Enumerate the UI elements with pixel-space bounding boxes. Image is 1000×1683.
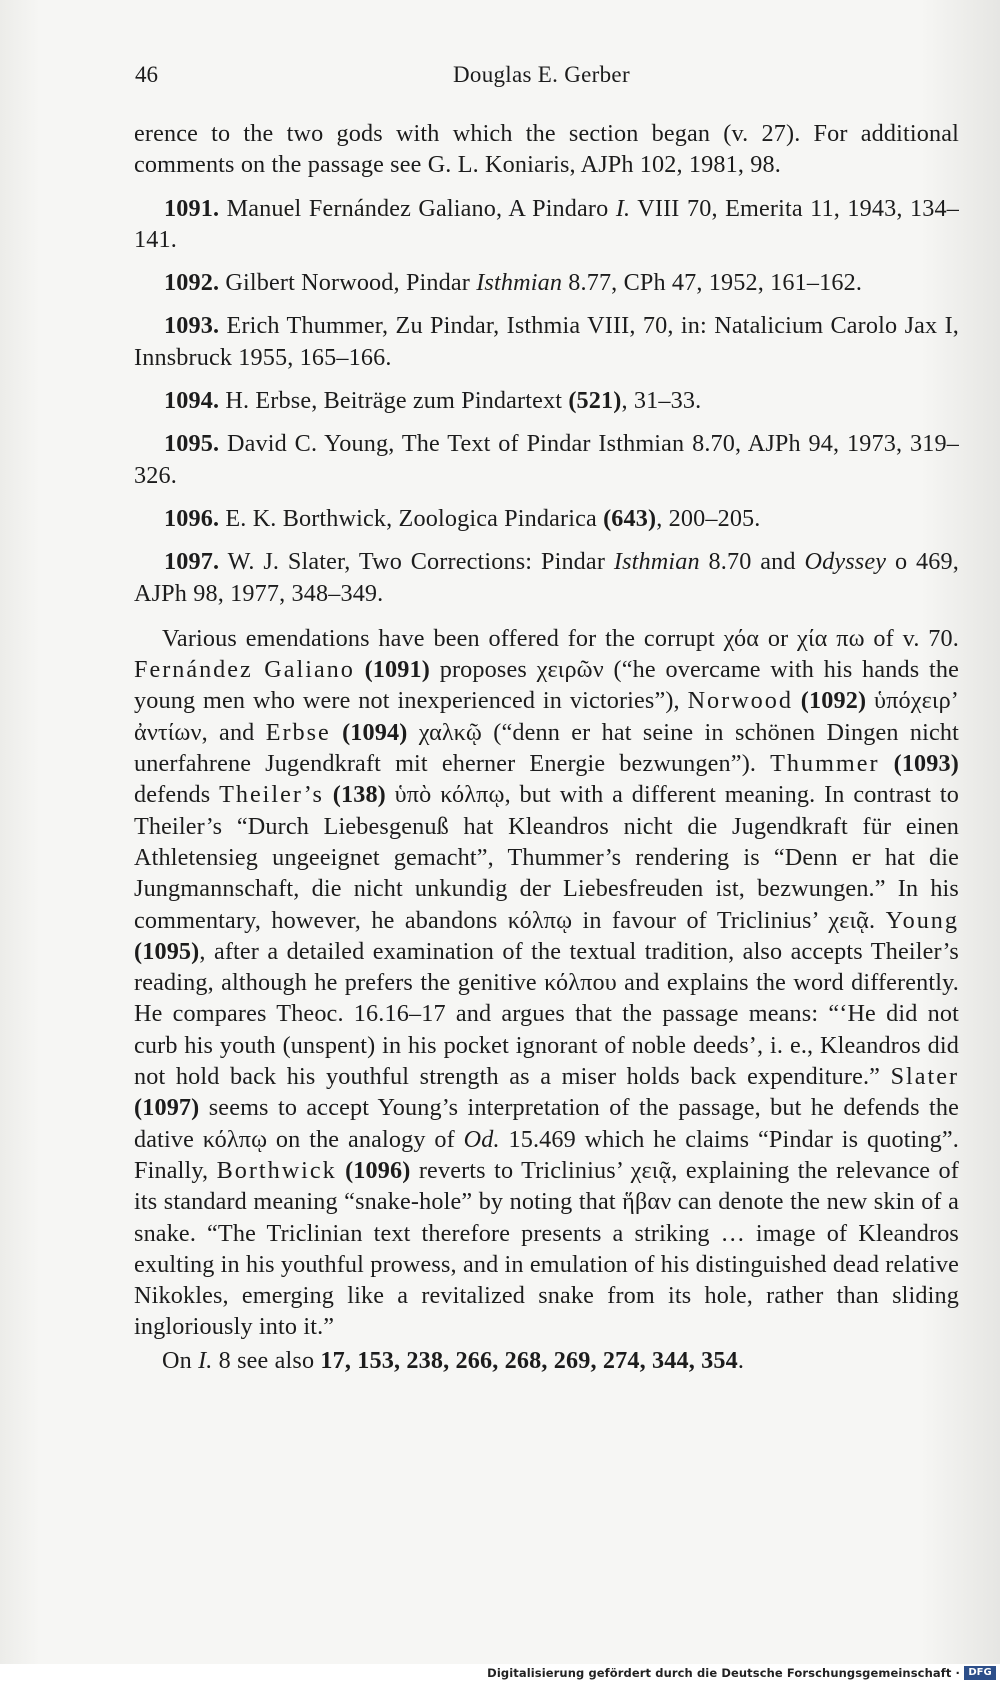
entry-number: 1093.	[164, 312, 220, 340]
entry-number: 1097.	[164, 548, 220, 576]
cross-reference: (1093)	[893, 750, 959, 778]
entry-number: 1094.	[164, 387, 220, 415]
cross-reference: (138)	[332, 781, 386, 809]
author-name: Borthwick	[216, 1156, 337, 1184]
running-title: Douglas E. Gerber	[453, 62, 630, 87]
cross-reference: (1095)	[134, 937, 200, 965]
body-text	[134, 118, 959, 1376]
bibliography-entry-1096: 1096. E. K. Borthwick, Zoologica Pindarica (643), 200–205.	[164, 504, 761, 532]
author-name: Norwood	[687, 687, 793, 715]
cross-reference-list: 17, 153, 238, 266, 268, 269, 274, 344, 354	[320, 1346, 738, 1374]
funding-notice: Digitalisierung gefördert durch die Deutsche Forschungsgemeinschaft ·	[487, 1666, 960, 1680]
bibliography-entry-1092: 1092. Gilbert Norwood, Pindar Isthmian 8.77, CPh 47, 1952, 161–162.	[164, 269, 863, 297]
discussion-paragraph: Various emendations have been offered for the corrupt χόα or χία πω of v. 70. Fernández Galiano (1091) proposes χειρῶν (“he overcame with his hands the young men who were not inexperienced in victories”), Norwood (1092) ὑπόχειρ’ ἀντίων, and Erbse (1094) χαλκῷ (“denn er hat seine in schönen Dingen nicht unerfahrene Jugendkraft mit eherner Energie bezwungen”). Thummer (1093) defends Theiler’s (138) ὑπὸ κόλπῳ, but with a different meaning. In contrast to Theiler’s “Durch Liebesgenuß hat Kleandros nicht die Jugendkraft für einen Athletensieg ungeeignet gemacht”, Thummer’s rendering is “Denn er hat die Jungmannschaft, die nicht unkundig der Liebesfreuden ist, bezwungen.” In his commentary, however, he abandons κόλπῳ in favour of Triclinius’ χειᾷ. Young (1095), after a detailed examination of the textual tradition, also accepts Theiler’s reading, although he prefers the genitive κόλπου and explains the word differently. He compares Theoc. 16.16–17 and argues that the passage means: “‘He did not curb his youth (unspent) in his pocket ignorant of noble deeds’, i. e., Kleandros did not hold back his youthful strength as a miser holds back expenditure.” Slater (1097) seems to accept Young’s interpretation of the passage, but he defends the dative κόλπῳ on the analogy of Od. 15.469 which he claims “Pindar is quoting”. Finally, Borthwick (1096) reverts to Triclinius’ χειᾷ, explaining the relevance of its standard meaning “snake-hole” by noting that ἥβαν can denote the new skin of a snake. “The Triclinian text therefore presents a striking … image of Kleandros exulting in his youthful prowess, and in emulation of his distinguished dead relative Nikokles, emerging like a revitalized snake from its hole, rather than sliding ingloriously into it.”	[134, 624, 960, 1341]
author-name: Erbse	[265, 718, 331, 746]
cross-reference: (1091)	[364, 656, 430, 684]
see-also-paragraph: On I. 8 see also 17, 153, 238, 266, 268, 269, 274, 344, 354.	[162, 1346, 745, 1374]
author-name: Fernández Galiano	[134, 656, 355, 684]
page-number: 46	[135, 62, 158, 87]
bibliography-entry-1097: 1097. W. J. Slater, Two Corrections: Pindar Isthmian 8.70 and Odyssey ο 469, AJPh 98, 1977, 348–349.	[134, 548, 959, 607]
bibliography-entry-1093: 1093. Erich Thummer, Zu Pindar, Isthmia VIII, 70, in: Natalicium Carolo Jax I, Innsbruck 1955, 165–166.	[134, 312, 959, 371]
author-name: Theiler’s	[219, 781, 324, 809]
continuation-paragraph: erence to the two gods with which the section began (v. 27). For additional comments on the passage see G. L. Koniaris, AJPh 102, 1981, 98.	[134, 120, 959, 179]
cross-reference: (1092)	[800, 687, 867, 715]
bibliography-entry-1091: 1091. Manuel Fernández Galiano, A Pindaro I. VIII 70, Emerita 11, 1943, 134–141.	[134, 194, 960, 253]
cross-reference: (1097)	[134, 1094, 200, 1122]
author-name: Thummer	[770, 750, 880, 778]
entry-number: 1092.	[164, 269, 220, 297]
digitization-footer	[0, 1664, 1000, 1683]
author-name: Slater	[890, 1063, 959, 1091]
entry-number: 1096.	[164, 504, 220, 532]
cross-reference: (1096)	[345, 1156, 411, 1184]
dfg-logo-icon: DFG	[964, 1666, 996, 1680]
bibliography-entry-1094: 1094. H. Erbse, Beiträge zum Pindartext (521), 31–33.	[164, 387, 702, 415]
bibliography-entry-1095: 1095. David C. Young, The Text of Pindar Isthmian 8.70, AJPh 94, 1973, 319–326.	[134, 430, 960, 489]
cross-reference: (1094)	[342, 718, 408, 746]
entry-number: 1095.	[164, 430, 220, 458]
entry-number: 1091.	[164, 194, 220, 222]
author-name: Young	[885, 906, 959, 934]
running-head	[135, 58, 960, 94]
